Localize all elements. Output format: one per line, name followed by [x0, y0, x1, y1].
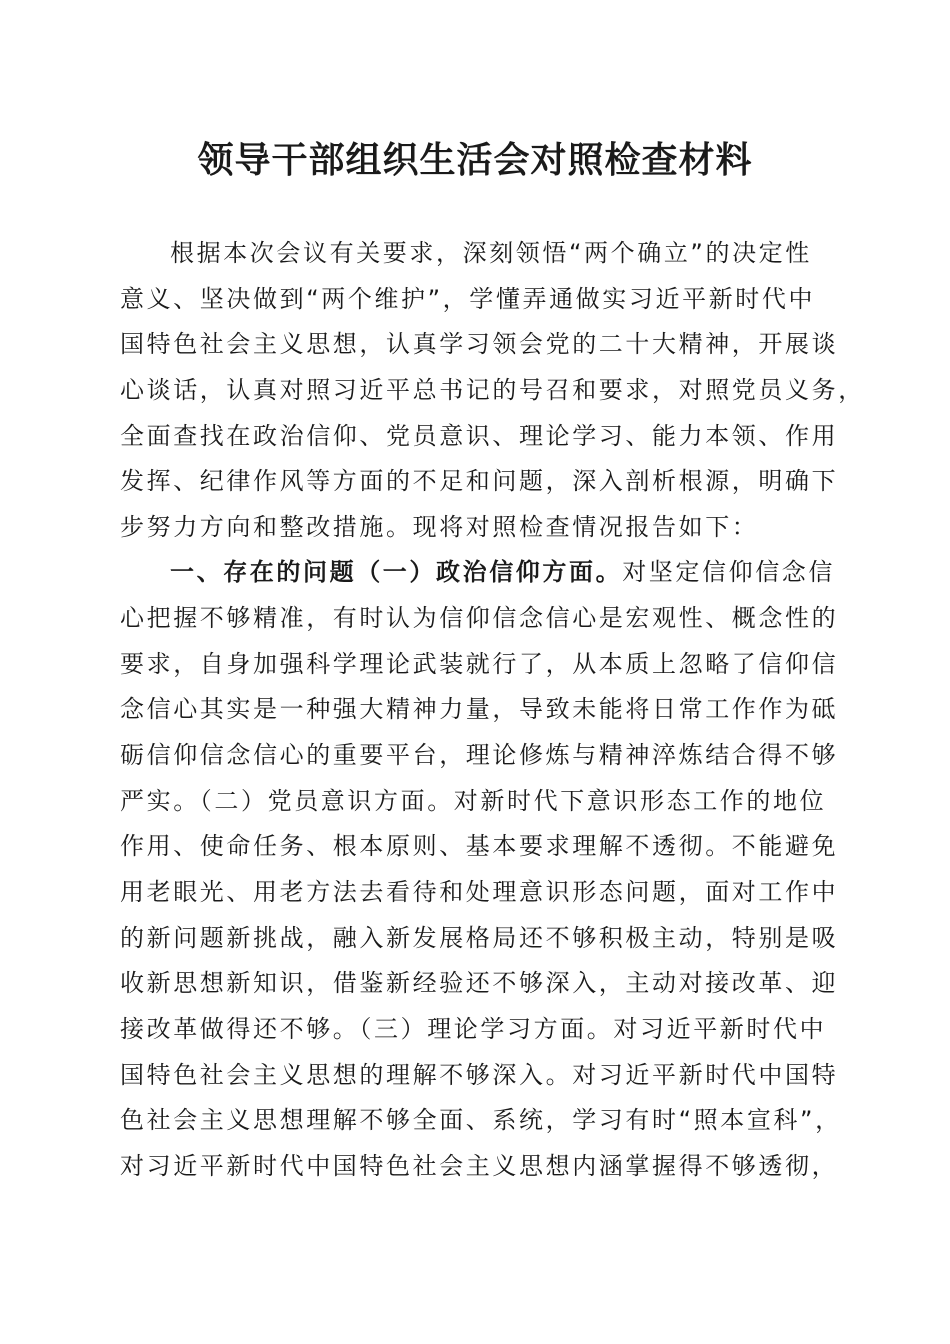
- section-heading-continuation: 对坚定信仰信念信: [622, 558, 836, 587]
- paragraph-line: 根据本次会议有关要求，深刻领悟“两个确立”的决定性: [170, 239, 812, 267]
- paragraph-line: 作用、使命任务、根本原则、基本要求理解不透彻。不能避免: [120, 832, 839, 861]
- section-heading-line: [120, 550, 836, 596]
- paragraph-line: 用老眼光、用老方法去看待和处理意识形态问题，面对工作中: [120, 877, 839, 906]
- paragraph-line: 要求，自身加强科学理论武装就行了，从本质上忽略了信仰信: [120, 649, 839, 678]
- paragraph-line: 砺信仰信念信心的重要平台，理论修炼与精神淬炼结合得不够: [120, 741, 839, 770]
- document-title: 领导干部组织生活会对照检查材料: [197, 139, 753, 181]
- paragraph-line: 心谈话，认真对照习近平总书记的号召和要求，对照党员义务，: [120, 375, 865, 404]
- paragraph-line: 对习近平新时代中国特色社会主义思想内涵掌握得不够透彻，: [120, 1151, 839, 1180]
- paragraph-line: 意义、坚决做到“两个维护”，学懂弄通做实习近平新时代中: [120, 284, 816, 313]
- paragraph-line: 接改革做得还不够。（三）理论学习方面。对习近平新时代中: [120, 1014, 827, 1043]
- paragraph-line: 念信心其实是一种强大精神力量，导致未能将日常工作作为砥: [120, 695, 839, 724]
- paragraph-line: 发挥、纪律作风等方面的不足和问题，深入剖析根源，明确下: [120, 467, 839, 496]
- paragraph-line: 全面查找在政治信仰、党员意识、理论学习、能力本领、作用: [120, 421, 839, 450]
- document-body: [120, 231, 865, 1189]
- paragraph-line: 色社会主义思想理解不够全面、系统，学习有时“照本宣科”，: [120, 1106, 842, 1135]
- paragraph-line: 国特色社会主义思想，认真学习领会党的二十大精神，开展谈: [120, 330, 839, 359]
- paragraph-line: 心把握不够精准，有时认为信仰信念信心是宏观性、概念性的: [120, 604, 839, 633]
- paragraph-line: 国特色社会主义思想的理解不够深入。对习近平新时代中国特: [120, 1060, 839, 1089]
- paragraph-line: 严实。（二）党员意识方面。对新时代下意识形态工作的地位: [120, 786, 827, 815]
- paragraph-line: 收新思想新知识，借鉴新经验还不够深入，主动对接改革、迎: [120, 969, 839, 998]
- paragraph-line: 步努力方向和整改措施。现将对照检查情况报告如下：: [120, 512, 759, 541]
- paragraph-line: 的新问题新挑战，融入新发展格局还不够积极主动，特别是吸: [120, 923, 839, 952]
- section-heading: 一、存在的问题（一）政治信仰方面。: [170, 558, 623, 587]
